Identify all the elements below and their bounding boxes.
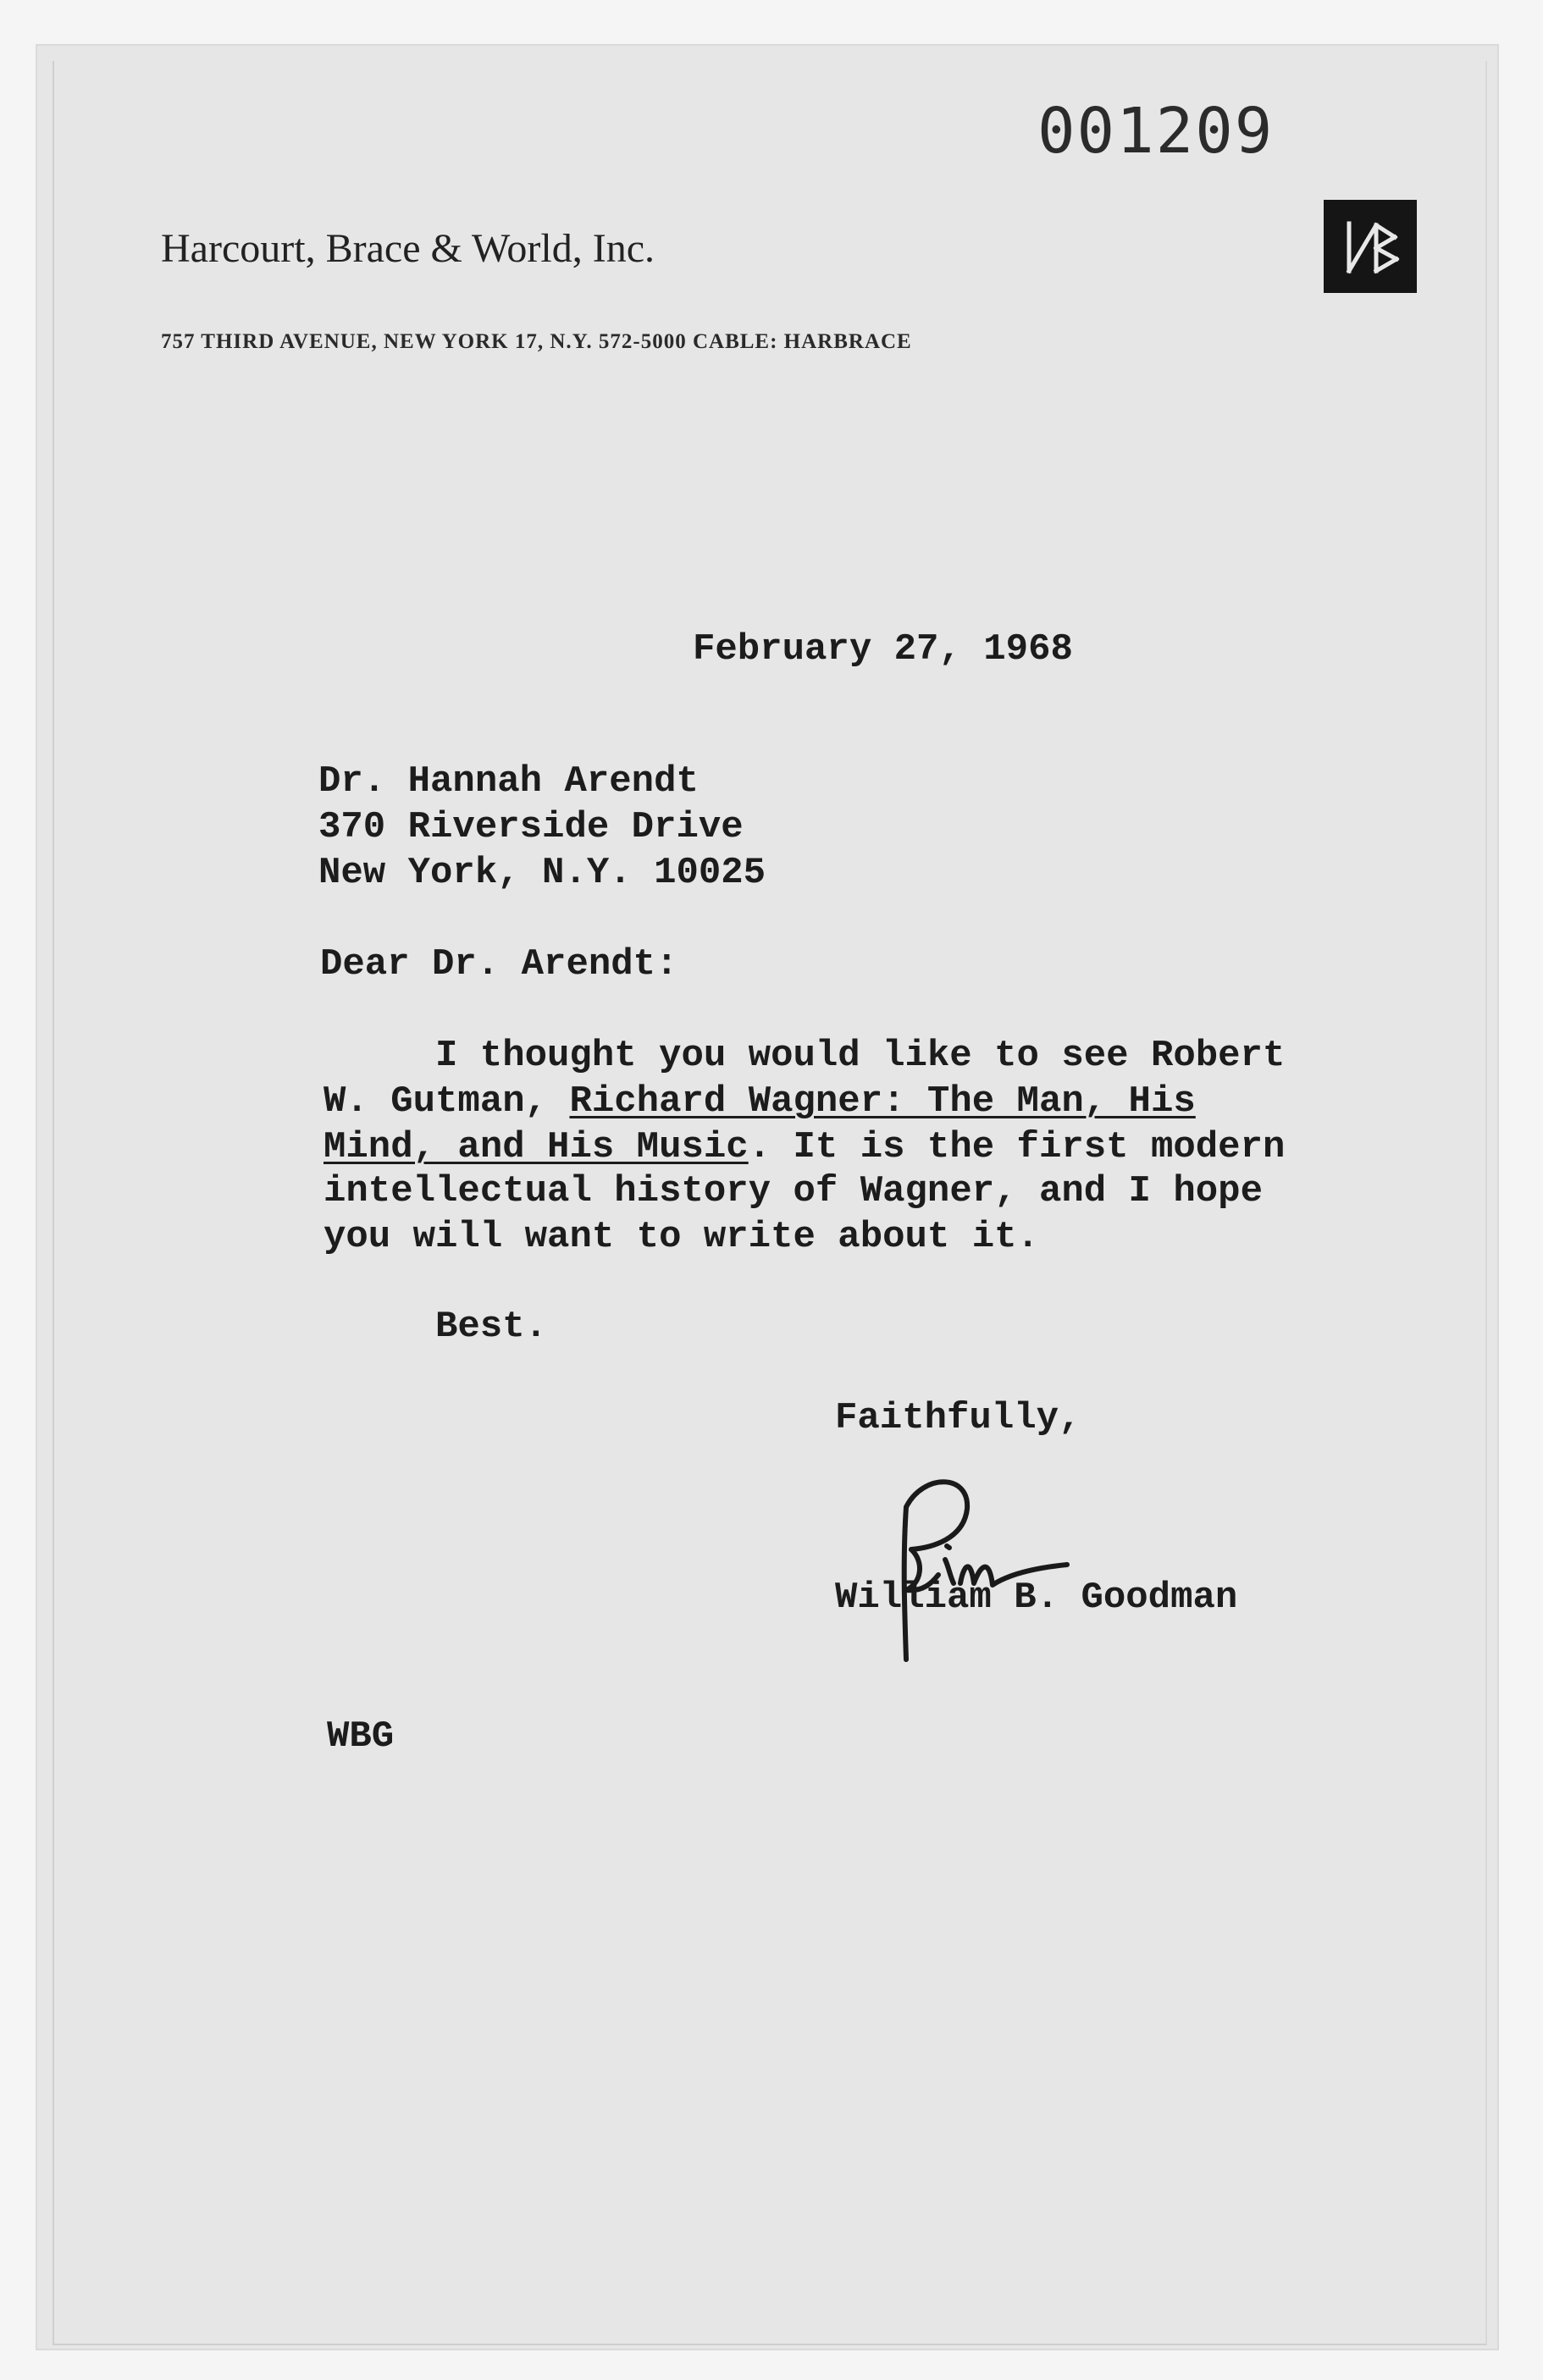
book-title-part-2: Mind, and His Music (324, 1126, 749, 1168)
recipient-city: New York, N.Y. 10025 (318, 852, 766, 894)
handwritten-signature (872, 1456, 1092, 1668)
publisher-logo (1324, 200, 1417, 293)
body-line-2 (324, 1080, 1196, 1123)
body-line-2-text: W. Gutman, (324, 1080, 570, 1123)
body-line-1: I thought you would like to see Robert (435, 1035, 1286, 1077)
typist-initials: WBG (327, 1715, 395, 1758)
body-line-3 (324, 1126, 1285, 1168)
body-line-4: intellectual history of Wagner, and I hope (324, 1170, 1263, 1212)
body-line-5: you will want to write about it. (324, 1216, 1039, 1258)
book-title-part-1: Richard Wagner: The Man, His (569, 1080, 1196, 1123)
signatory-name: William B. Goodman (835, 1577, 1238, 1619)
salutation: Dear Dr. Arendt: (320, 943, 678, 986)
letter-date: February 27, 1968 (693, 628, 1073, 671)
sign-off-best: Best. (435, 1306, 548, 1348)
serial-number: 001209 (1037, 95, 1275, 168)
company-name: Harcourt, Brace & World, Inc. (161, 226, 655, 271)
closing: Faithfully, (835, 1397, 1081, 1439)
recipient-street: 370 Riverside Drive (318, 806, 744, 848)
recipient-name: Dr. Hannah Arendt (318, 760, 699, 803)
body-line-3-text: . It is the first modern (748, 1126, 1286, 1168)
company-address: 757 THIRD AVENUE, NEW YORK 17, N.Y. 572-5000 CABLE: HARBRACE (161, 330, 912, 353)
